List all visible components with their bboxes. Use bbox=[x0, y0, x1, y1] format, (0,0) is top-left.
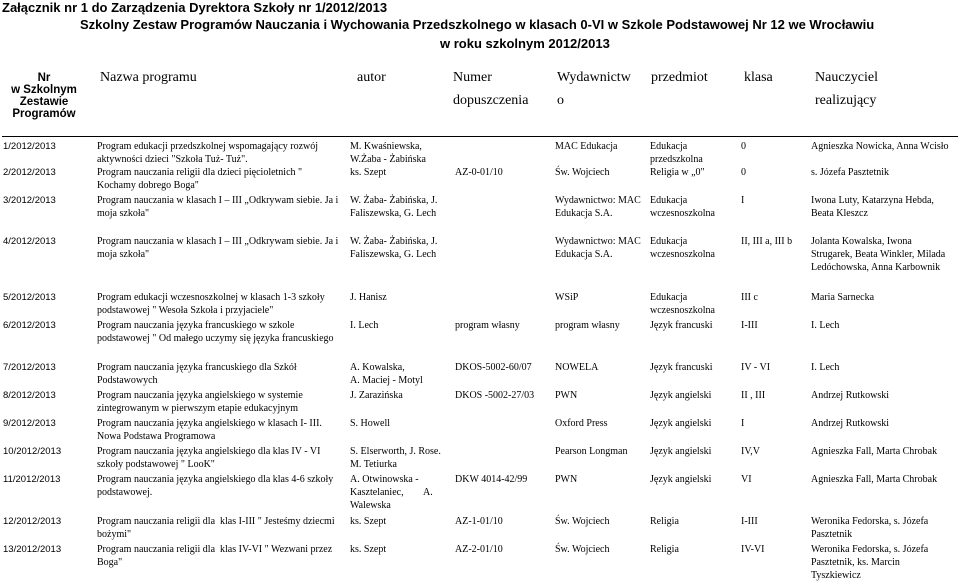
row-5-name: Program edukacji wczesnoszkolnej w klasach 1-3 szkoły bbox=[97, 292, 325, 303]
row-2-name: Program nauczania religii dla dzieci pięcioletnich " bbox=[97, 167, 303, 178]
row-1-subject: przedszkolna bbox=[650, 154, 703, 165]
header-author: autor bbox=[357, 70, 386, 85]
row-5-subject: wczesnoszkolna bbox=[650, 305, 715, 316]
header-number: Numer bbox=[453, 70, 492, 85]
row-5-author: J. Hanisz bbox=[350, 292, 387, 303]
row-13-teacher: Tyszkiewicz bbox=[811, 570, 861, 581]
row-1-author: W.Żaba - Żabińska bbox=[350, 154, 426, 165]
row-1-subject: Edukacja bbox=[650, 141, 688, 152]
row-8-nr: 8/2012/2013 bbox=[3, 390, 56, 401]
row-6-teacher: I. Lech bbox=[811, 320, 840, 331]
row-12-publisher: Św. Wojciech bbox=[555, 516, 610, 527]
row-7-teacher: I. Lech bbox=[811, 362, 840, 373]
row-3-teacher: Iwona Luty, Katarzyna Hebda, bbox=[811, 195, 934, 206]
header-teacher: realizujący bbox=[815, 93, 877, 108]
row-13-author: ks. Szept bbox=[350, 544, 387, 555]
document-school-year: w roku szkolnym 2012/2013 bbox=[440, 36, 610, 51]
row-12-nr: 12/2012/2013 bbox=[3, 516, 62, 527]
row-12-name: bożymi" bbox=[97, 529, 132, 540]
row-13-publisher: Św. Wojciech bbox=[555, 544, 610, 555]
header-class: klasa bbox=[744, 70, 773, 85]
document-title: Szkolny Zestaw Programów Nauczania i Wychowania Przedszkolnego w klasach 0-VI w Szkole Podstawowej Nr 12 we Wrocławiu bbox=[80, 17, 875, 32]
row-6-nr: 6/2012/2013 bbox=[3, 320, 56, 331]
row-12-teacher: Weronika Fedorska, s. Józefa bbox=[811, 516, 929, 527]
row-13-number: AZ-2-01/10 bbox=[455, 544, 503, 555]
row-2-number: AZ-0-01/10 bbox=[455, 167, 503, 178]
row-5-subject: Edukacja bbox=[650, 292, 688, 303]
row-10-subject: Język angielski bbox=[650, 446, 712, 457]
document-attachment-line: Załącznik nr 1 do Zarządzenia Dyrektora Szkoły nr 1/2012/2013 bbox=[2, 0, 388, 15]
row-3-nr: 3/2012/2013 bbox=[3, 195, 56, 206]
row-1-class: 0 bbox=[741, 141, 746, 152]
row-6-number: program własny bbox=[455, 320, 520, 331]
row-3-publisher: Wydawnictwo: MAC bbox=[555, 195, 641, 206]
header-nr: Nr w Szkolnym Zestawie Programów bbox=[11, 72, 77, 120]
row-1-name: aktywności dzieci "Szkoła Tuż- Tuż". bbox=[97, 154, 248, 165]
row-11-publisher: PWN bbox=[555, 474, 578, 485]
row-4-subject: wczesnoszkolna bbox=[650, 249, 715, 260]
row-11-number: DKW 4014-42/99 bbox=[455, 474, 528, 485]
row-9-nr: 9/2012/2013 bbox=[3, 418, 56, 429]
row-12-author: ks. Szept bbox=[350, 516, 387, 527]
row-3-subject: Edukacja bbox=[650, 195, 688, 206]
row-7-number: DKOS-5002-60/07 bbox=[455, 362, 532, 373]
row-7-name: Program nauczania języka francuskiego dla Szkół bbox=[97, 362, 297, 373]
row-9-class: I bbox=[741, 418, 745, 429]
row-10-author: M. Tetiurka bbox=[350, 459, 397, 470]
row-3-author: Faliszewska, G. Lech bbox=[350, 208, 437, 219]
row-9-name: Nowa Podstawa Programowa bbox=[97, 431, 216, 442]
row-10-author: S. Elserworth, J. Rose. bbox=[350, 446, 441, 457]
row-7-name: Podstawowych bbox=[97, 375, 158, 386]
row-13-name: Program nauczania religii dla klas IV-VI " Wezwani przez bbox=[97, 544, 333, 555]
row-13-teacher: Pasztetnik, ks. Marcin bbox=[811, 557, 900, 568]
row-3-subject: wczesnoszkolna bbox=[650, 208, 715, 219]
row-2-teacher: s. Józefa Pasztetnik bbox=[811, 167, 890, 178]
header-publisher: Wydawnictw bbox=[557, 70, 631, 85]
row-10-name: Program nauczania języka angielskiego dla klas IV - VI bbox=[97, 446, 321, 457]
header-number: dopuszczenia bbox=[453, 93, 529, 108]
row-3-name: moja szkoła" bbox=[97, 208, 150, 219]
row-2-publisher: Św. Wojciech bbox=[555, 167, 610, 178]
row-3-teacher: Beata Kleszcz bbox=[811, 208, 868, 219]
row-10-name: szkoły podstawowej " LooK" bbox=[97, 459, 215, 470]
row-3-author: W. Żaba- Żabińska, J. bbox=[350, 195, 438, 206]
row-4-teacher: Ledóchowska, Anna Karbownik bbox=[811, 262, 941, 273]
header-divider bbox=[2, 136, 958, 137]
row-8-name: zintegrowanym w pierwszym etapie edukacyjnym bbox=[97, 403, 299, 414]
row-4-name: moja szkoła" bbox=[97, 249, 150, 260]
row-8-publisher: PWN bbox=[555, 390, 578, 401]
row-7-author: A. Kowalska, bbox=[350, 362, 405, 373]
row-4-teacher: Jolanta Kowalska, Iwona bbox=[811, 236, 912, 247]
row-11-class: VI bbox=[741, 474, 752, 485]
row-4-publisher: Wydawnictwo: MAC bbox=[555, 236, 641, 247]
row-7-author: A. Maciej - Motyl bbox=[350, 375, 423, 386]
row-12-class: I-III bbox=[741, 516, 758, 527]
row-10-class: IV,V bbox=[741, 446, 760, 457]
row-5-class: III c bbox=[741, 292, 758, 303]
row-3-publisher: Edukacja S.A. bbox=[555, 208, 613, 219]
row-11-name: podstawowej. bbox=[97, 487, 153, 498]
row-4-class: II, III a, III b bbox=[741, 236, 793, 247]
header-publisher: o bbox=[557, 93, 564, 108]
row-10-nr: 10/2012/2013 bbox=[3, 446, 62, 457]
row-9-author: S. Howell bbox=[350, 418, 390, 429]
row-7-subject: Język francuski bbox=[650, 362, 713, 373]
row-9-publisher: Oxford Press bbox=[555, 418, 608, 429]
row-8-teacher: Andrzej Rutkowski bbox=[811, 390, 890, 401]
row-7-class: IV - VI bbox=[741, 362, 771, 373]
row-4-author: Faliszewska, G. Lech bbox=[350, 249, 437, 260]
row-11-author: Walewska bbox=[350, 500, 391, 511]
row-13-name: Boga" bbox=[97, 557, 123, 568]
row-9-teacher: Andrzej Rutkowski bbox=[811, 418, 890, 429]
row-11-author: A. Otwinowska - bbox=[350, 474, 419, 485]
row-3-name: Program nauczania w klasach I – III „Odkrywam siebie. Ja i bbox=[97, 195, 339, 206]
row-1-teacher: Agnieszka Nowicka, Anna Wcisło bbox=[811, 141, 949, 152]
row-8-number: DKOS -5002-27/03 bbox=[455, 390, 535, 401]
row-10-publisher: Pearson Longman bbox=[555, 446, 628, 457]
row-11-name: Program nauczania języka angielskiego dla klas 4-6 szkoły bbox=[97, 474, 334, 485]
row-7-nr: 7/2012/2013 bbox=[3, 362, 56, 373]
row-4-author: W. Żaba- Żabińska, J. bbox=[350, 236, 438, 247]
row-6-name: podstawowej " Od małego uczymy się języka francuskiego bbox=[97, 333, 334, 344]
row-10-teacher: Agnieszka Fall, Marta Chrobak bbox=[811, 446, 938, 457]
row-7-publisher: NOWELA bbox=[555, 362, 599, 373]
row-6-publisher: program własny bbox=[555, 320, 620, 331]
row-4-teacher: Strugarek, Beata Winkler, Milada bbox=[811, 249, 946, 260]
header-name: Nazwa programu bbox=[100, 70, 197, 85]
row-13-subject: Religia bbox=[650, 544, 679, 555]
row-5-teacher: Maria Sarnecka bbox=[811, 292, 875, 303]
row-13-nr: 13/2012/2013 bbox=[3, 544, 62, 555]
row-2-name: Kochamy dobrego Boga" bbox=[97, 180, 199, 191]
row-3-class: I bbox=[741, 195, 745, 206]
row-4-publisher: Edukacja S.A. bbox=[555, 249, 613, 260]
row-12-number: AZ-1-01/10 bbox=[455, 516, 503, 527]
row-12-name: Program nauczania religii dla klas I-III " Jesteśmy dziecmi bbox=[97, 516, 335, 527]
row-2-author: ks. Szept bbox=[350, 167, 387, 178]
row-13-teacher: Weronika Fedorska, s. Józefa bbox=[811, 544, 929, 555]
row-11-teacher: Agnieszka Fall, Marta Chrobak bbox=[811, 474, 938, 485]
row-4-name: Program nauczania w klasach I – III „Odkrywam siebie. Ja i bbox=[97, 236, 339, 247]
row-8-author: J. Zarazińska bbox=[350, 390, 403, 401]
row-13-class: IV-VI bbox=[741, 544, 765, 555]
row-12-subject: Religia bbox=[650, 516, 679, 527]
row-11-subject: Język angielski bbox=[650, 474, 712, 485]
row-1-name: Program edukacji przedszkolnej wspomagający rozwój bbox=[97, 141, 319, 152]
row-8-subject: Język angielski bbox=[650, 390, 712, 401]
row-4-nr: 4/2012/2013 bbox=[3, 236, 56, 247]
header-subject: przedmiot bbox=[651, 70, 708, 85]
row-9-name: Program nauczania języka angielskiego w klasach I- III. bbox=[97, 418, 322, 429]
row-8-name: Program nauczania języka angielskiego w systemie bbox=[97, 390, 303, 401]
row-1-nr: 1/2012/2013 bbox=[3, 141, 56, 152]
row-2-class: 0 bbox=[741, 167, 746, 178]
row-12-teacher: Pasztetnik bbox=[811, 529, 853, 540]
row-9-subject: Język angielski bbox=[650, 418, 712, 429]
row-5-name: podstawowej " Wesoła Szkoła i przyjaciele" bbox=[97, 305, 274, 316]
row-8-class: II , III bbox=[741, 390, 766, 401]
row-2-nr: 2/2012/2013 bbox=[3, 167, 56, 178]
row-1-publisher: MAC Edukacja bbox=[555, 141, 618, 152]
row-6-author: I. Lech bbox=[350, 320, 379, 331]
row-11-author: Kasztelaniec, A. bbox=[350, 487, 433, 498]
row-6-subject: Język francuski bbox=[650, 320, 713, 331]
row-2-subject: Religia w „0" bbox=[650, 167, 705, 178]
row-4-subject: Edukacja bbox=[650, 236, 688, 247]
row-6-class: I-III bbox=[741, 320, 758, 331]
row-11-nr: 11/2012/2013 bbox=[3, 474, 61, 485]
row-6-name: Program nauczania języka francuskiego w szkole bbox=[97, 320, 295, 331]
row-5-publisher: WSiP bbox=[555, 292, 579, 303]
row-5-nr: 5/2012/2013 bbox=[3, 292, 56, 303]
row-1-author: M. Kwaśniewska, bbox=[350, 141, 422, 152]
header-teacher: Nauczyciel bbox=[815, 70, 878, 85]
